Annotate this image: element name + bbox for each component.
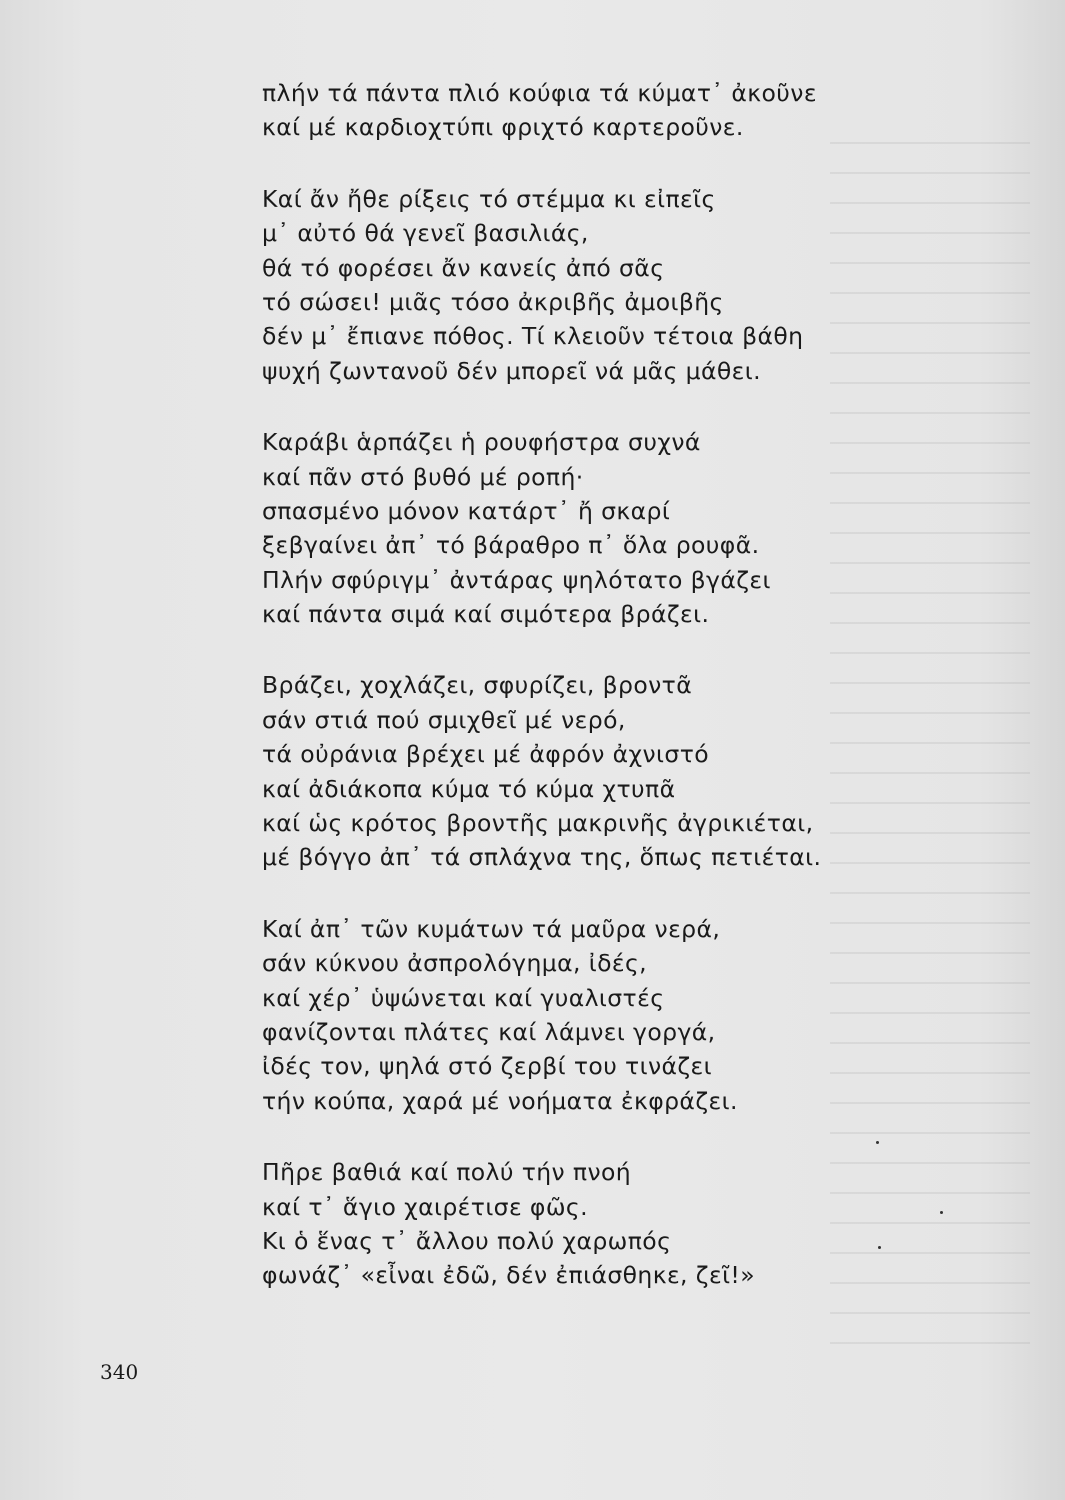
poem-line: τό σώσει! μιᾶς τόσο ἀκριβῆς ἀμοιβῆς (262, 287, 724, 316)
poem-line: θά τό φορέσει ἄν κανείς ἀπό σᾶς (262, 253, 665, 282)
poem-line: μέ βόγγο ἀπ᾿ τά σπλάχνα της, ὅπως πετιέται. (262, 843, 822, 872)
poem-line: Πῆρε βαθιά καί πολύ τήν πνοή (262, 1158, 632, 1187)
poem-line: ψυχή ζωντανοῦ δέν μπορεῖ νά μᾶς μάθει. (262, 356, 761, 385)
poem-line: μ᾿ αὐτό θά γενεῖ βασιλιάς, (262, 219, 589, 248)
poem-line: σπασμένο μόνον κατάρτ᾿ ἤ σκαρί (262, 496, 671, 525)
poem-line: καί μέ καρδιοχτύπι φριχτό καρτεροῦνε. (262, 113, 744, 142)
poem-line: ξεβγαίνει ἀπ᾿ τό βάραθρο π᾿ ὅλα ρουφᾶ. (262, 531, 760, 560)
poem-line: σάν κύκνου ἀσπρολόγημα, ἰδές, (262, 949, 648, 978)
poem-line: δέν μ᾿ ἔπιανε πόθος. Τί κλειοῦν τέτοια βάθη (262, 322, 804, 351)
stanza (262, 1155, 882, 1293)
poem-line: Καί ἄν ἤθε ρίξεις τό στέμμα κι εἰπεῖς (262, 184, 716, 213)
poem-line: καί ἀδιάκοπα κύμα τό κύμα χτυπᾶ (262, 774, 676, 803)
ink-speck (876, 1141, 879, 1144)
poem-line: Κι ὁ ἕνας τ᾿ ἄλλου πολύ χαρωπός (262, 1226, 672, 1255)
poem-line: καί πᾶν στό βυθό μέ ροπή· (262, 462, 584, 491)
poem-line: πλήν τά πάντα πλιό κούφια τά κύματ᾿ ἀκοῦνε (262, 79, 817, 107)
poem-line: τά οὐράνια βρέχει μέ ἀφρόν ἀχνιστό (262, 740, 710, 769)
poem-line: φωνάζ᾿ «εἶναι ἐδῶ, δέν ἐπιάσθηκε, ζεῖ!» (262, 1261, 756, 1290)
poem (262, 76, 882, 1330)
poem-line: καί ὡς κρότος βροντῆς μακρινῆς ἀγρικιέται, (262, 809, 814, 838)
poem-line: Καί ἀπ᾿ τῶν κυμάτων τά μαῦρα νερά, (262, 914, 721, 943)
poem-line: καί πάντα σιμά καί σιμότερα βράζει. (262, 600, 710, 629)
stanza (262, 425, 882, 631)
ink-speck (940, 1211, 943, 1214)
poem-line: καί τ᾿ ἅγιο χαιρέτισε φῶς. (262, 1192, 588, 1221)
stanza (262, 668, 882, 874)
stanza (262, 912, 882, 1118)
poem-line: σάν στιά πού σμιχθεῖ μέ νερό, (262, 705, 626, 734)
stanza (262, 76, 882, 145)
poem-line: καί χέρ᾿ ὑψώνεται καί γυαλιστές (262, 983, 665, 1012)
stanza (262, 182, 882, 388)
ink-speck (878, 1246, 881, 1249)
page-number: 340 (100, 1360, 139, 1384)
poem-line: τήν κούπα, χαρά μέ νοήματα ἐκφράζει. (262, 1086, 738, 1115)
poem-line: Πλήν σφύριγμ᾿ ἀντάρας ψηλότατο βγάζει (262, 565, 771, 594)
poem-line: Καράβι ἁρπάζει ἡ ρουφήστρα συχνά (262, 428, 701, 457)
poem-line: φανίζονται πλάτες καί λάμνει γοργά, (262, 1017, 716, 1046)
poem-line: Βράζει, χοχλάζει, σφυρίζει, βροντᾶ (262, 671, 693, 700)
poem-line: ἰδές τον, ψηλά στό ζερβί του τινάζει (262, 1052, 713, 1081)
